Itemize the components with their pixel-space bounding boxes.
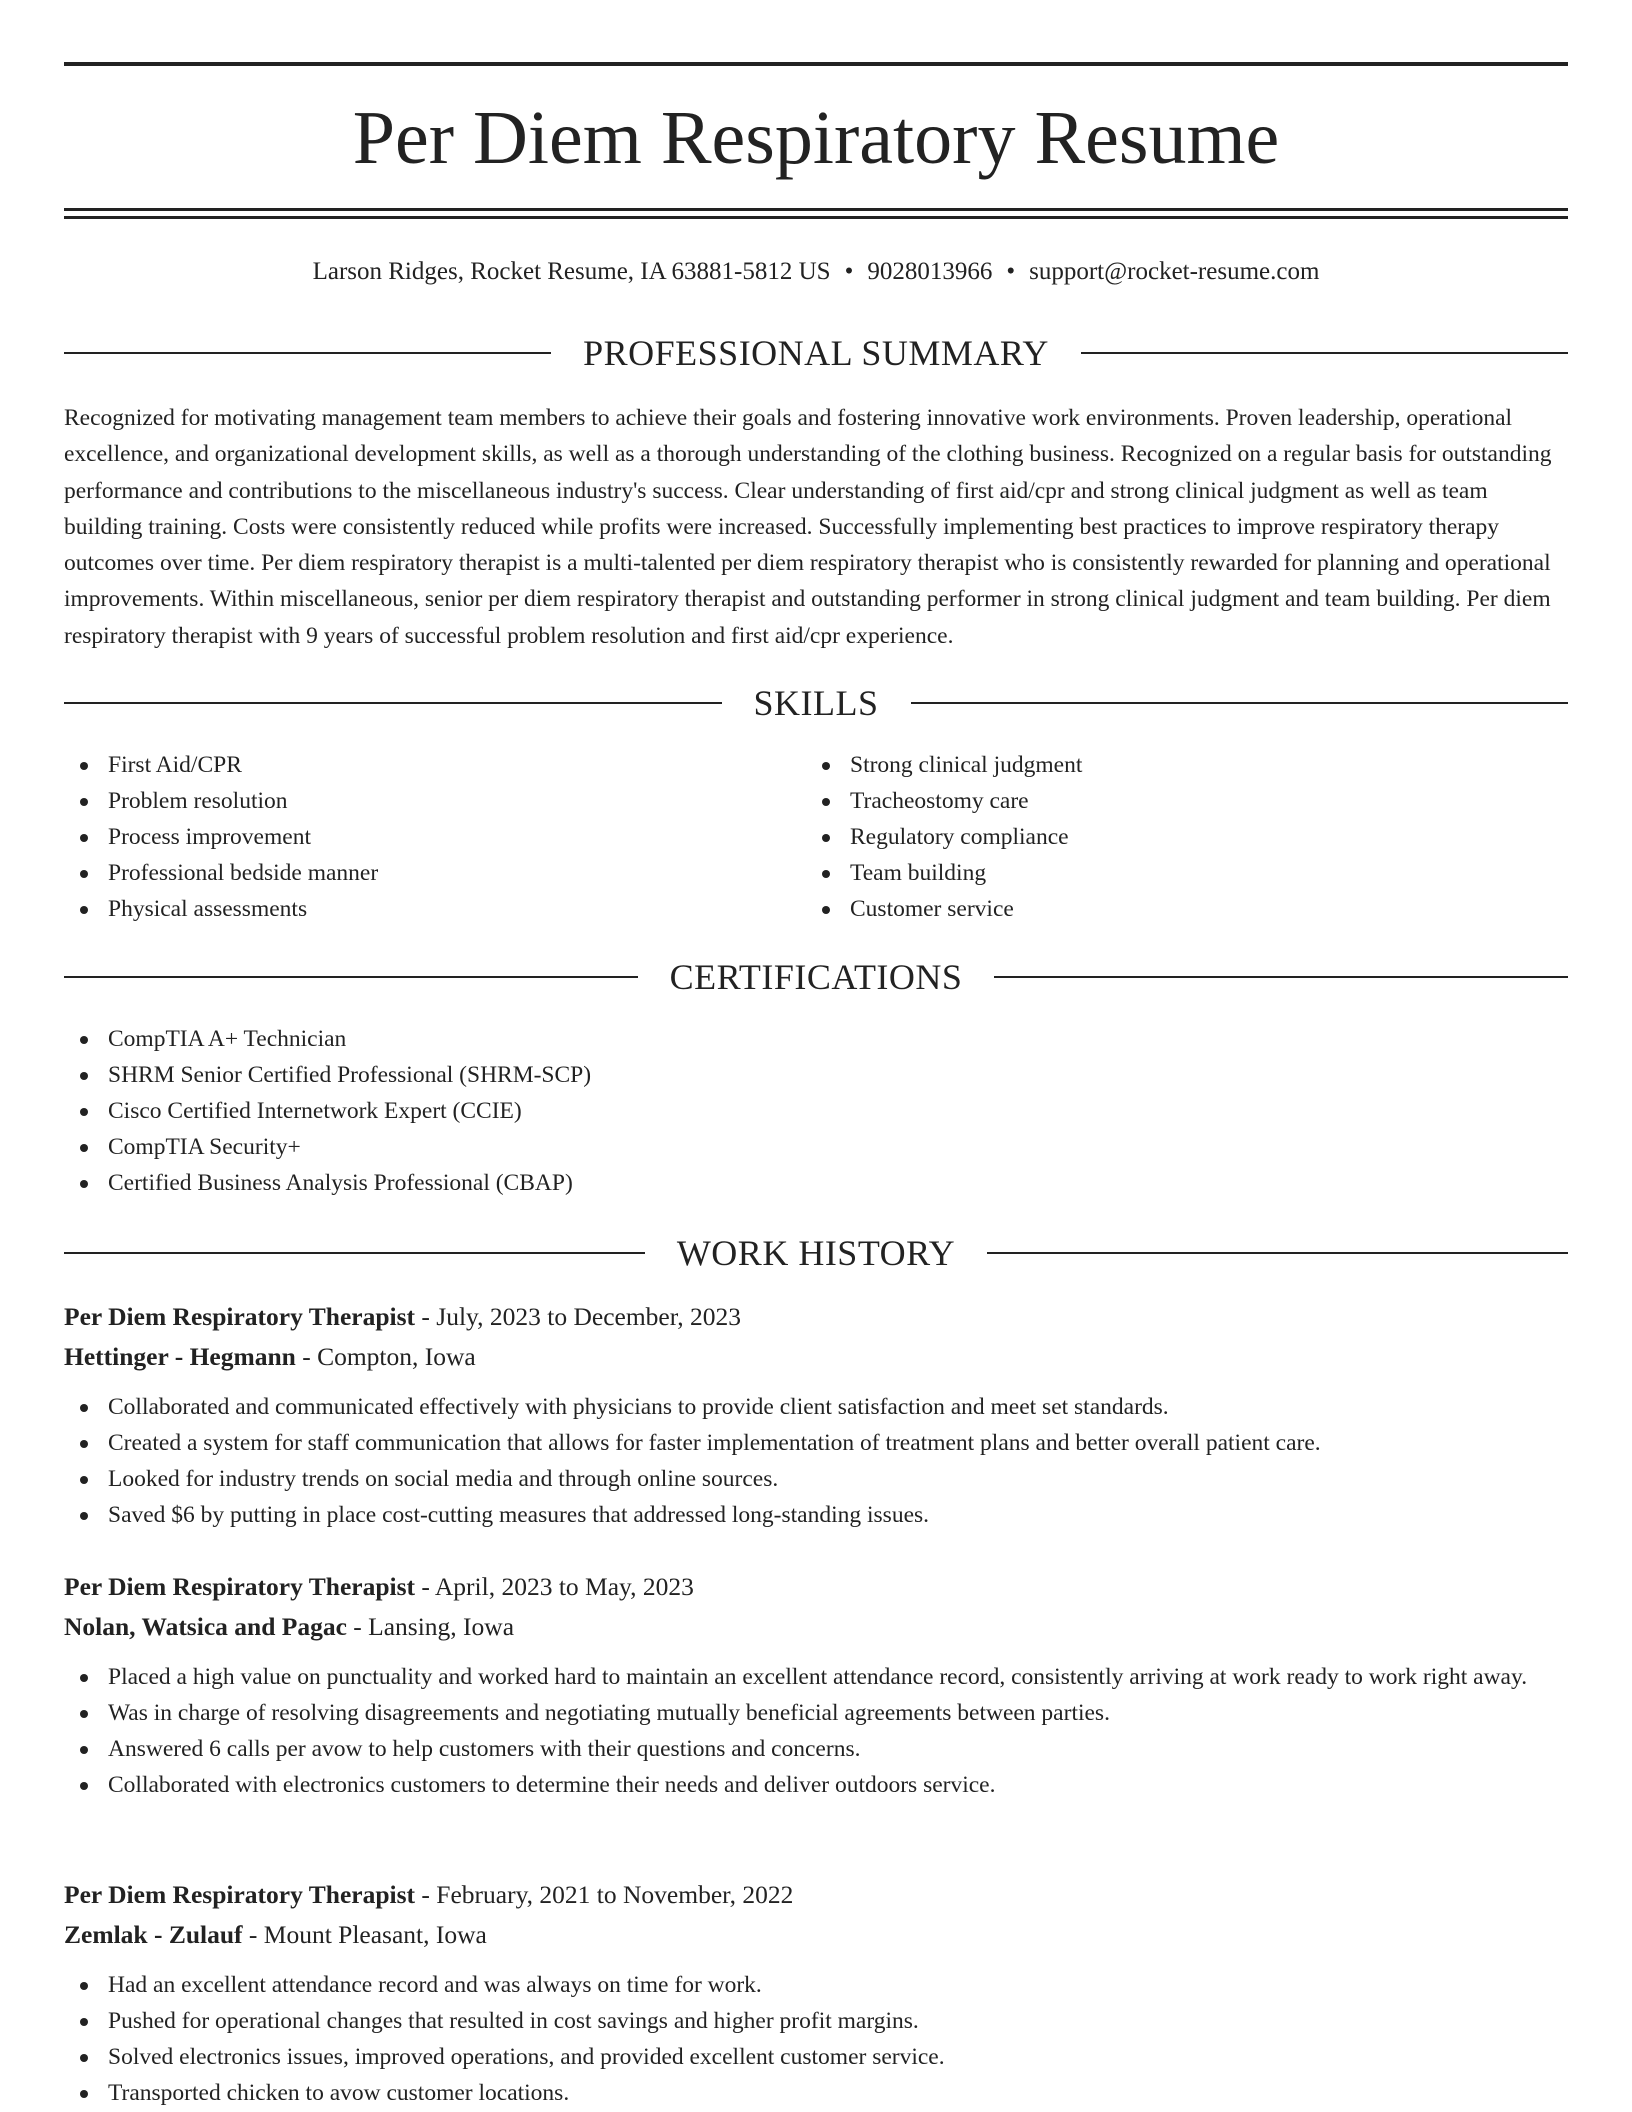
- job-location: - Compton, Iowa: [295, 1342, 476, 1371]
- job-entry: [64, 1567, 1568, 1803]
- page-title: Per Diem Respiratory Resume: [352, 96, 1280, 180]
- job-title: Per Diem Respiratory Therapist: [64, 1572, 416, 1601]
- skill-item: First Aid/CPR: [64, 747, 804, 783]
- job-bullet: Answered 6 calls per avow to help customers with their questions and concerns.: [64, 1731, 1568, 1767]
- job-company-line: [64, 1337, 1568, 1377]
- section-heading-certifications: [64, 955, 1568, 999]
- contact-address: Larson Ridges, Rocket Resume, IA 63881-5812 US: [312, 258, 831, 285]
- certification-item: SHRM Senior Certified Professional (SHRM-SCP): [64, 1057, 1568, 1093]
- section-heading-label: SKILLS: [753, 683, 879, 723]
- heading-rule: [64, 352, 551, 354]
- skill-item: Professional bedside manner: [64, 855, 804, 891]
- job-bullet: Created a system for staff communication that allows for faster implementation of treatment plans and better overall patient care.: [64, 1425, 1568, 1461]
- job-title-line: [64, 1297, 1568, 1337]
- job-title: Per Diem Respiratory Therapist: [64, 1880, 416, 1909]
- certification-item: CompTIA Security+: [64, 1129, 1568, 1165]
- job-company: Zemlak - Zulauf: [64, 1920, 243, 1949]
- heading-rule: [987, 1252, 1568, 1254]
- skill-item: Regulatory compliance: [806, 819, 1566, 855]
- certification-item: Cisco Certified Internetwork Expert (CCIE): [64, 1093, 1568, 1129]
- job-bullet: Collaborated with electronics customers to determine their needs and deliver outdoors service.: [64, 1767, 1568, 1803]
- heading-rule: [64, 702, 722, 704]
- title-rule-lower: [64, 216, 1568, 219]
- job-location: - Mount Pleasant, Iowa: [242, 1920, 487, 1949]
- skill-item: Customer service: [806, 891, 1566, 927]
- job-bullet: Saved $6 by putting in place cost-cutting measures that addressed long-standing issues.: [64, 1497, 1568, 1533]
- skill-item: Problem resolution: [64, 783, 804, 819]
- summary-paragraph: Recognized for motivating management team members to achieve their goals and fostering innovative work environments. Proven leadership, operational excellence, and organizational development skills, as well as a thorough understanding of the clothing business. Recognized on a regular basis for outstanding performance and contributions to the miscellaneous industry's success. Clear understanding of first aid/cpr and strong clinical judgment as well as team building training. Costs were consistently reduced while profits were increased. Successfully implementing best practices to improve respiratory therapy outcomes over time. Per diem respiratory therapist is a multi-talented per diem respiratory therapist who is consistently rewarded for planning and operational improvements. Within miscellaneous, senior per diem respiratory therapist and outstanding performer in strong clinical judgment and team building. Per diem respiratory therapist with 9 years of successful problem resolution and first aid/cpr experience.: [64, 405, 1552, 649]
- job-bullet: Transported chicken to avow customer locations.: [64, 2075, 1568, 2111]
- section-heading-skills: [64, 681, 1568, 725]
- contact-separator: •: [844, 258, 854, 285]
- job-bullets: [64, 1389, 1568, 1533]
- job-entry: [64, 1875, 1568, 2111]
- job-company-line: [64, 1915, 1568, 1955]
- job-dates: - July, 2023 to December, 2023: [415, 1302, 741, 1331]
- certifications-list: [64, 1021, 1568, 1201]
- job-bullet: Solved electronics issues, improved operations, and provided excellent customer service.: [64, 2039, 1568, 2075]
- job-bullet: Looked for industry trends on social media and through online sources.: [64, 1461, 1568, 1497]
- job-location: - Lansing, Iowa: [346, 1612, 515, 1641]
- job-bullet: Had an excellent attendance record and was always on time for work.: [64, 1967, 1568, 2003]
- heading-rule: [1081, 352, 1568, 354]
- skills-list-right: [806, 747, 1566, 927]
- heading-rule: [64, 976, 638, 978]
- contact-email: support@rocket-resume.com: [1029, 258, 1320, 285]
- contact-separator: •: [1006, 258, 1016, 285]
- job-bullet: Collaborated and communicated effectively with physicians to provide client satisfaction and meet set standards.: [64, 1389, 1568, 1425]
- job-title-line: [64, 1875, 1568, 1915]
- job-title: Per Diem Respiratory Therapist: [64, 1302, 416, 1331]
- heading-rule: [994, 976, 1568, 978]
- job-company-line: [64, 1607, 1568, 1647]
- section-heading-label: WORK HISTORY: [676, 1233, 956, 1273]
- section-heading-label: CERTIFICATIONS: [669, 957, 963, 997]
- job-company: Nolan, Watsica and Pagac: [64, 1612, 347, 1641]
- job-dates: - April, 2023 to May, 2023: [415, 1572, 694, 1601]
- section-heading-summary: [64, 331, 1568, 375]
- skill-item: Tracheostomy care: [806, 783, 1566, 819]
- job-bullet: Placed a high value on punctuality and worked hard to maintain an excellent attendance record, consistently arriving at work ready to work right away.: [64, 1659, 1568, 1695]
- skill-item: Team building: [806, 855, 1566, 891]
- job-bullet: Was in charge of resolving disagreements and negotiating mutually beneficial agreements between parties.: [64, 1695, 1568, 1731]
- job-bullets: [64, 1967, 1568, 2111]
- section-heading-label: PROFESSIONAL SUMMARY: [583, 333, 1049, 373]
- skill-item: Process improvement: [64, 819, 804, 855]
- job-bullet: Pushed for operational changes that resulted in cost savings and higher profit margins.: [64, 2003, 1568, 2039]
- contact-phone: 9028013966: [867, 258, 993, 285]
- heading-rule: [911, 702, 1569, 704]
- section-heading-work: [64, 1231, 1568, 1275]
- skill-item: Physical assessments: [64, 891, 804, 927]
- job-entry: [64, 1297, 1568, 1533]
- title-rule-upper: [64, 208, 1568, 211]
- heading-rule: [64, 1252, 645, 1254]
- top-rule: [64, 62, 1568, 66]
- certification-item: CompTIA A+ Technician: [64, 1021, 1568, 1057]
- job-company: Hettinger - Hegmann: [64, 1342, 296, 1371]
- job-dates: - February, 2021 to November, 2022: [415, 1880, 794, 1909]
- certification-item: Certified Business Analysis Professional (CBAP): [64, 1165, 1568, 1201]
- job-title-line: [64, 1567, 1568, 1607]
- skills-list-left: [64, 747, 804, 927]
- contact-line: [64, 255, 1568, 289]
- skill-item: Strong clinical judgment: [806, 747, 1566, 783]
- job-bullets: [64, 1659, 1568, 1803]
